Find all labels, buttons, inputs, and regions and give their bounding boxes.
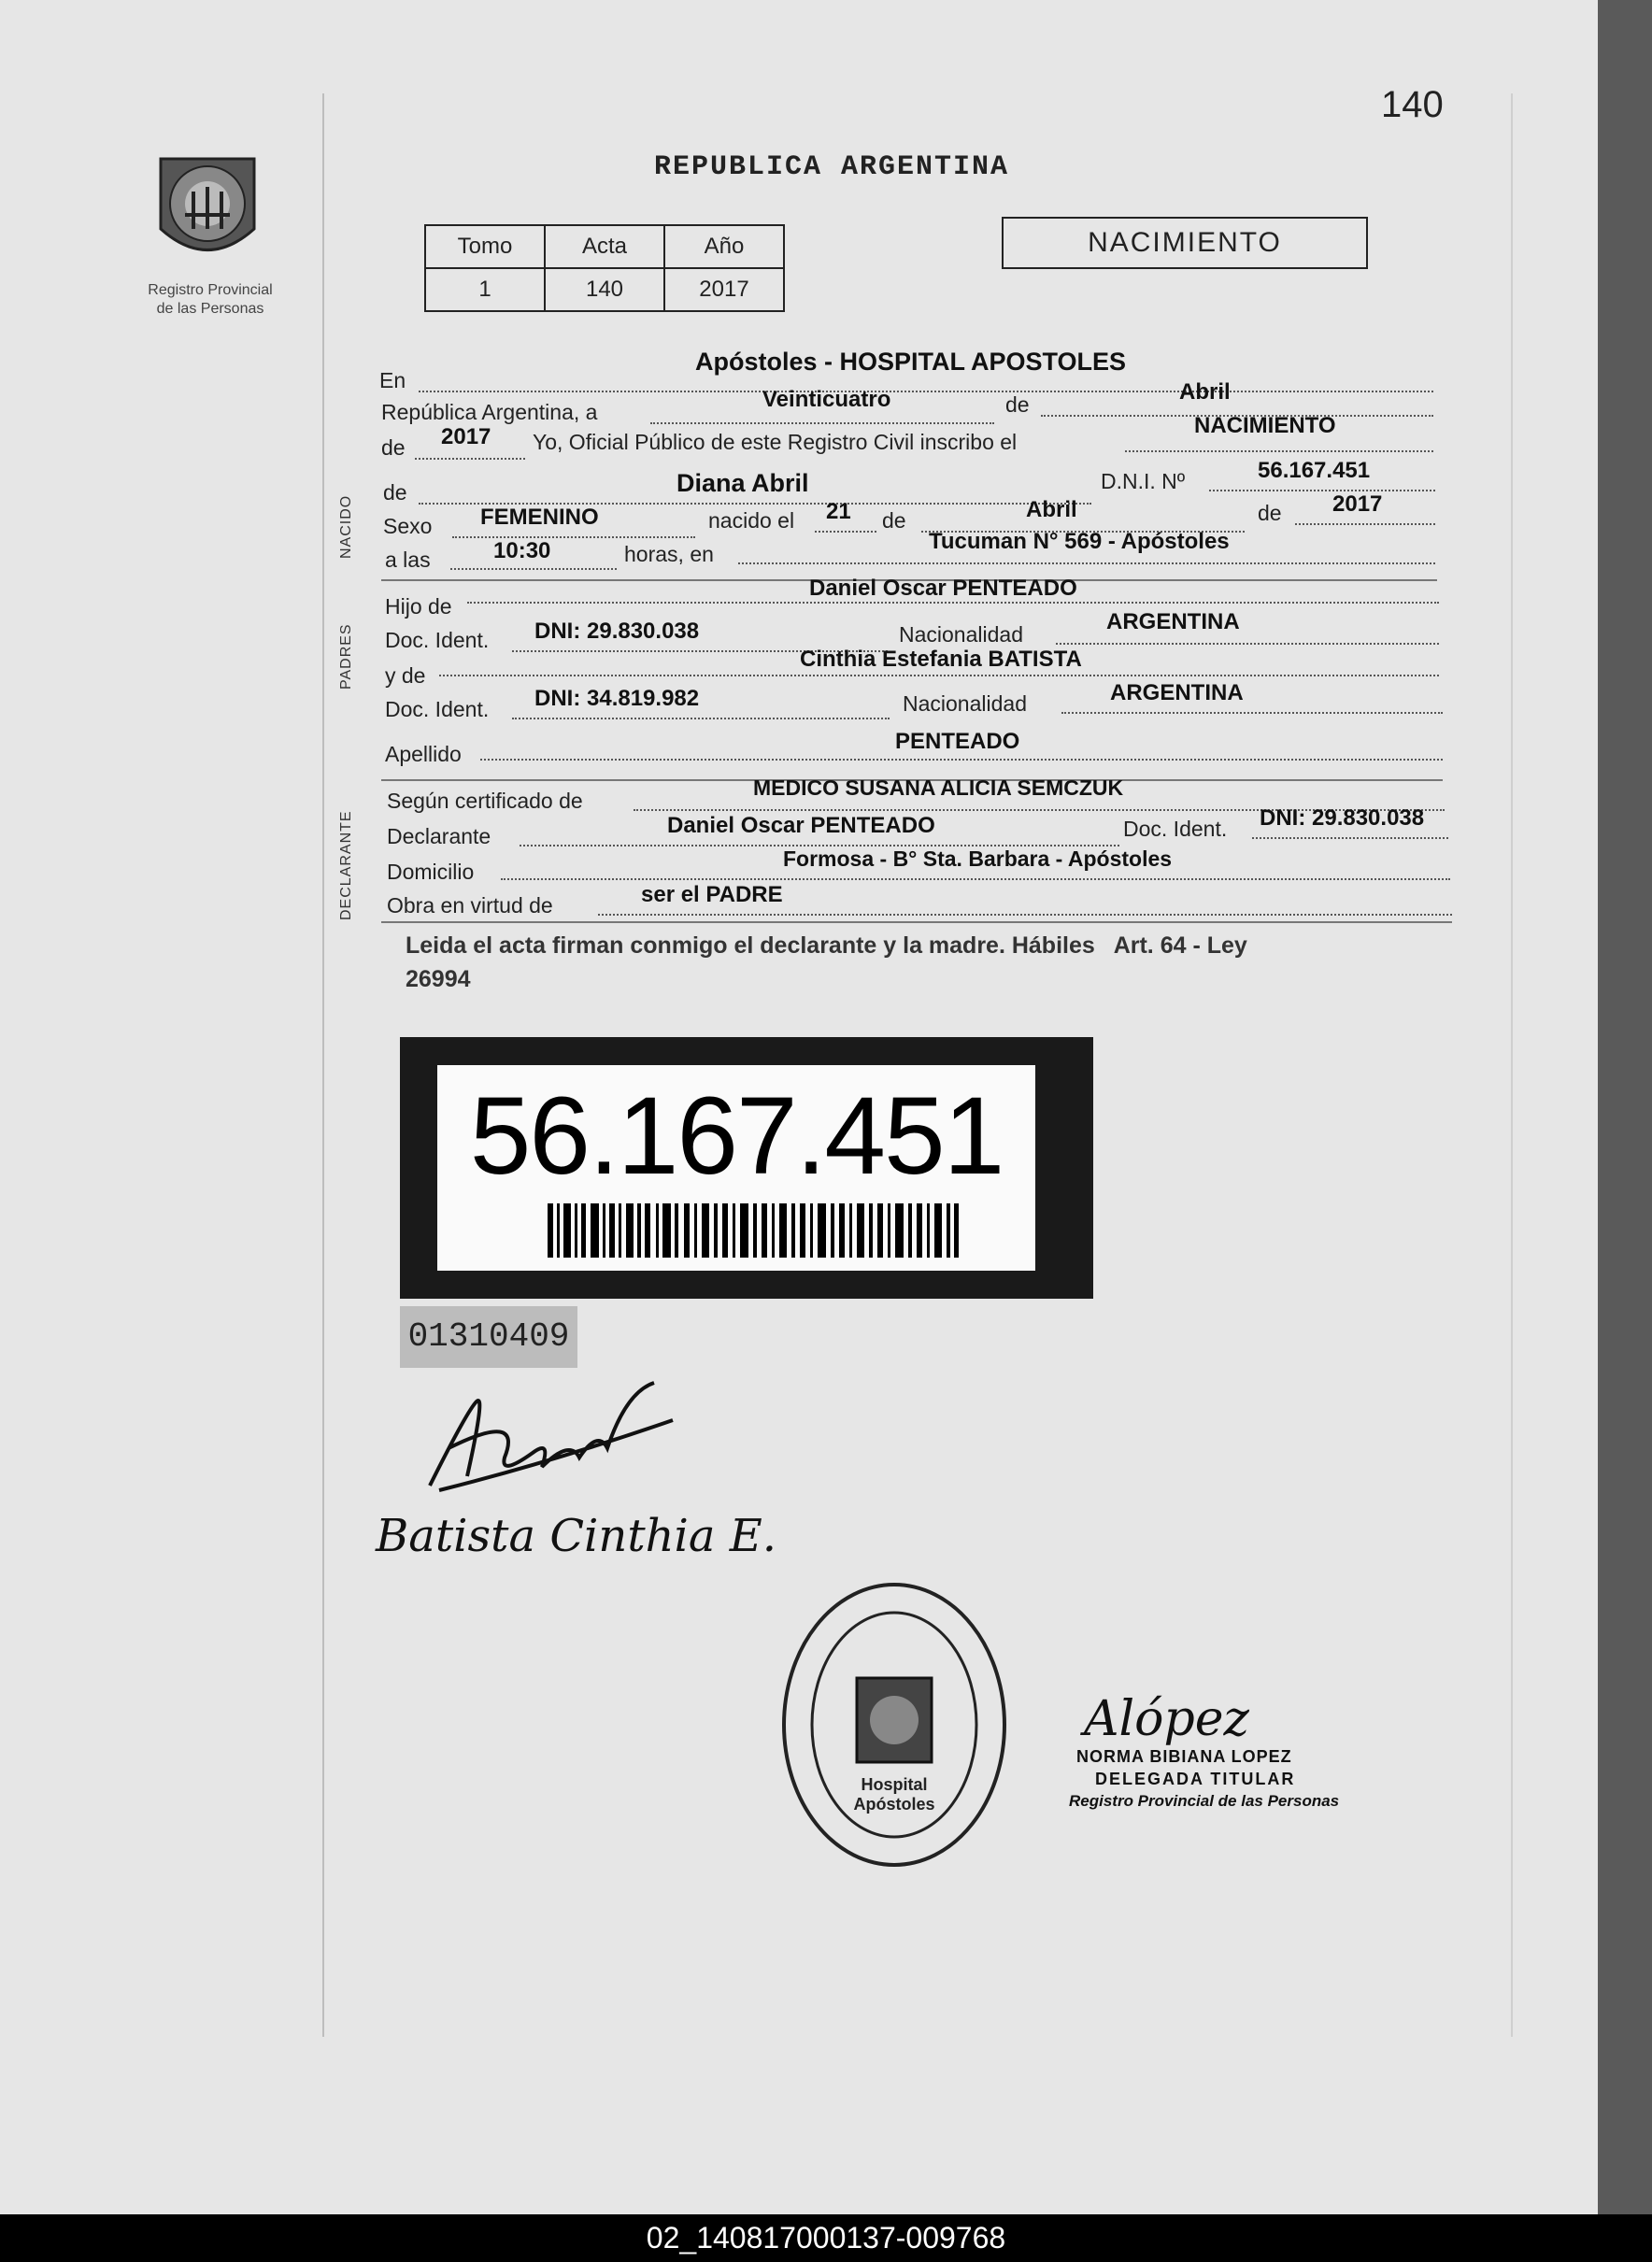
label-doc-ident-declarante: Doc. Ident.: [1123, 817, 1228, 841]
provincial-logo: [142, 140, 273, 280]
label-en: En: [379, 368, 406, 392]
dotline-anio-nac: [1295, 523, 1435, 525]
doc-type-box: NACIMIENTO: [1002, 217, 1368, 269]
page-number: 140: [1381, 84, 1444, 125]
label-nacionalidad-madre: Nacionalidad: [903, 691, 1027, 716]
dotline-dia-nac: [815, 531, 876, 533]
field-certificado: MEDICO SUSANA ALICIA SEMCZUK: [753, 775, 1124, 800]
barcode-number: 56.167.451: [469, 1074, 1004, 1198]
field-padre: Daniel Oscar PENTEADO: [809, 576, 1077, 601]
label-hijo-de: Hijo de: [385, 594, 452, 619]
dotline-apellido: [480, 759, 1443, 761]
dotline-lugar: [419, 391, 1433, 392]
label-de-5: de: [1258, 501, 1282, 525]
field-madre: Cinthia Estefania BATISTA: [800, 647, 1082, 672]
official-name: NORMA BIBIANA LOPEZ: [1076, 1747, 1292, 1766]
label-nacionalidad-padre: Nacionalidad: [899, 622, 1023, 647]
label-doc-ident-madre: Doc. Ident.: [385, 697, 490, 721]
barcode-bars: [548, 1203, 959, 1258]
field-declarante-doc: DNI: 29.830.038: [1260, 805, 1425, 831]
field-anio: 2017: [441, 424, 491, 449]
dotline-domicilio: [501, 878, 1450, 880]
label-horas-en: horas, en: [624, 542, 714, 566]
father-signature: [411, 1373, 691, 1514]
control-number-stamp: 01310409: [400, 1306, 577, 1368]
side-label-nacido: NACIDO: [338, 494, 354, 559]
barcode-sticker: [400, 1037, 1093, 1299]
label-declarante: Declarante: [387, 824, 491, 848]
label-obra: Obra en virtud de: [387, 893, 553, 918]
seal-inner-text: Hospital Apóstoles: [853, 1775, 935, 1814]
label-de-4: de: [882, 508, 906, 533]
field-nombre: Diana Abril: [676, 469, 809, 497]
label-de-3: de: [383, 480, 407, 505]
document-title: REPUBLICA ARGENTINA: [654, 151, 1010, 183]
registry-header-acta: Acta: [545, 225, 664, 268]
official-office: Registro Provincial de las Personas: [1069, 1792, 1340, 1810]
field-padre-nac: ARGENTINA: [1106, 609, 1240, 634]
label-de-2: de: [381, 435, 406, 460]
official-role: DELEGADA TITULAR: [1095, 1770, 1296, 1788]
label-segun: Según certificado de: [387, 789, 583, 813]
dotline-declarante-doc: [1252, 837, 1448, 839]
logo-caption-2: de las Personas: [156, 301, 264, 317]
label-dni: D.N.I. Nº: [1101, 469, 1186, 493]
official-seal: [777, 1575, 1011, 1874]
label-doc-ident-padre: Doc. Ident.: [385, 628, 490, 652]
closing-note-line-2: 26994: [406, 966, 471, 992]
dotline-obra: [598, 914, 1452, 916]
logo-caption-1: Registro Provincial: [148, 282, 273, 298]
field-sexo: FEMENINO: [480, 505, 599, 530]
field-dia-nac: 21: [826, 499, 851, 524]
label-domicilio: Domicilio: [387, 860, 475, 884]
registry-table: [424, 224, 785, 312]
dotline-sexo: [452, 536, 695, 538]
divider-3: [381, 921, 1452, 923]
field-anio-nac: 2017: [1332, 491, 1383, 517]
dotline-padre-nac: [1056, 643, 1439, 645]
dotline-dni: [1209, 490, 1435, 491]
label-apellido: Apellido: [385, 742, 462, 766]
dotline-madre: [439, 675, 1439, 676]
field-obra: ser el PADRE: [641, 882, 783, 907]
dotline-lugar-nac: [738, 562, 1435, 564]
field-lugar: Apóstoles - HOSPITAL APOSTOLES: [695, 348, 1127, 376]
barcode-label: [437, 1065, 1035, 1271]
label-sexo: Sexo: [383, 514, 433, 538]
registry-acta-value: 140: [545, 268, 664, 311]
registry-anio-value: 2017: [664, 268, 784, 311]
field-domicilio: Formosa - B° Sta. Barbara - Apóstoles: [783, 846, 1173, 871]
field-mes-nac: Abril: [1026, 497, 1077, 522]
footer-file-id: 02_140817000137-009768: [0, 2214, 1652, 2262]
label-a-las: a las: [385, 548, 431, 572]
field-apellido: PENTEADO: [895, 729, 1020, 754]
label-nacido-el: nacido el: [708, 508, 795, 533]
field-dia-texto: Veinticuatro: [762, 387, 891, 412]
field-declarante: Daniel Oscar PENTEADO: [667, 813, 935, 838]
side-label-declarante: DECLARANTE: [338, 810, 354, 920]
registry-tomo-value: 1: [425, 268, 545, 311]
dotline-acto: [1125, 450, 1433, 452]
registry-header-anio: Año: [664, 225, 784, 268]
dotline-hora: [450, 568, 617, 570]
field-madre-nac: ARGENTINA: [1110, 680, 1244, 705]
dotline-madre-nac: [1061, 712, 1443, 714]
official-signature: Alópez: [1084, 1691, 1249, 1747]
label-republica: República Argentina, a: [381, 400, 598, 424]
seal-ring-text: [777, 1575, 778, 1576]
field-padre-doc: DNI: 29.830.038: [534, 619, 700, 644]
field-mes-texto: Abril: [1179, 379, 1231, 405]
dotline-padre: [467, 602, 1439, 604]
label-de-1: de: [1005, 392, 1030, 417]
field-dni: 56.167.451: [1258, 458, 1371, 483]
dotline-anio: [415, 458, 525, 460]
mother-signature: Batista Cinthia E.: [376, 1510, 777, 1562]
dotline-madre-doc: [512, 718, 890, 719]
field-acto: NACIMIENTO: [1194, 413, 1336, 438]
label-y-de: y de: [385, 663, 426, 688]
side-label-padres: PADRES: [338, 623, 354, 690]
registry-header-tomo: Tomo: [425, 225, 545, 268]
field-hora: 10:30: [493, 538, 551, 563]
closing-note-line-1: Leida el acta firman conmigo el declarante y la madre. Hábiles Art. 64 - Ley: [406, 932, 1247, 959]
field-lugar-nac: Tucuman N° 569 - Apóstoles: [929, 529, 1230, 554]
label-yo: Yo, Oficial Público de este Registro Civil inscribo el: [533, 430, 1018, 454]
field-madre-doc: DNI: 34.819.982: [534, 686, 700, 711]
dotline-dia: [650, 422, 994, 424]
